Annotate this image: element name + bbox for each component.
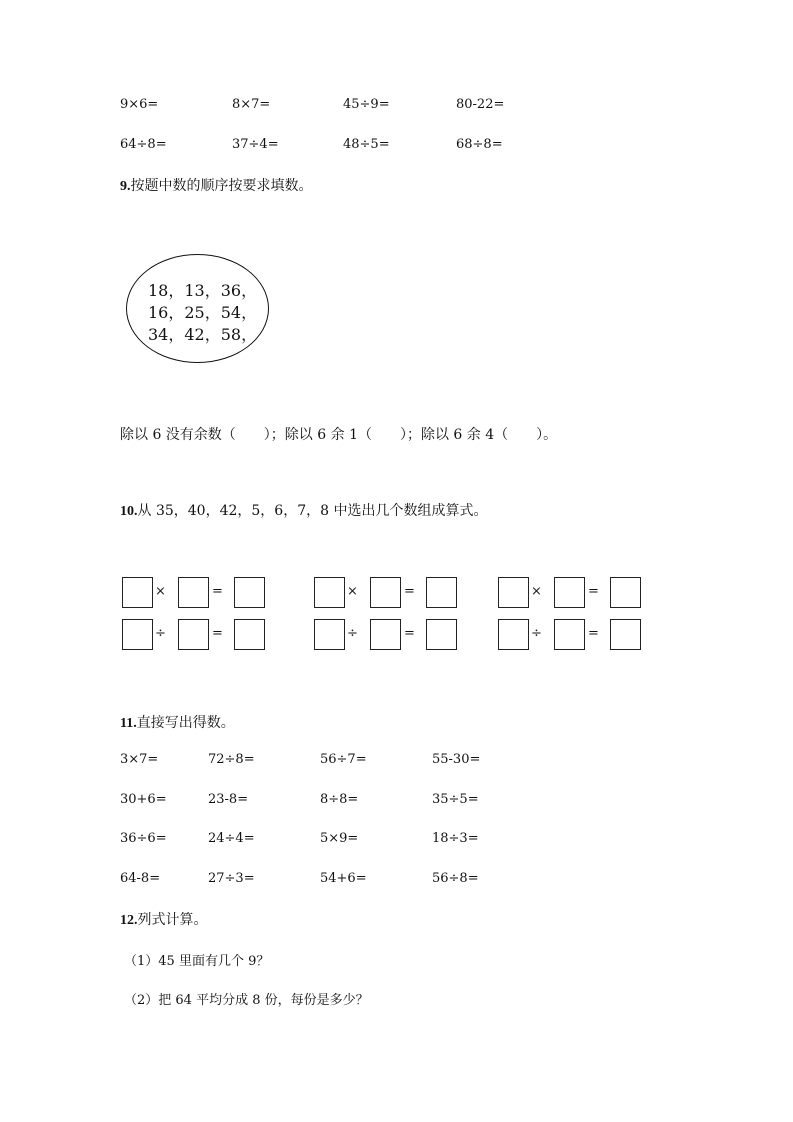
calc-item: 72÷8= xyxy=(208,752,255,767)
question-text: 从 35，40，42，5，6，7，8 中选出几个数组成算式。 xyxy=(137,503,488,519)
question-12-title xyxy=(120,909,208,929)
calc-item: 3×7= xyxy=(120,752,159,767)
question-number: 12. xyxy=(120,913,138,928)
calc-item: 56÷8= xyxy=(432,871,479,886)
answer-box[interactable] xyxy=(370,577,401,608)
answer-box[interactable] xyxy=(234,619,265,650)
answer-box[interactable] xyxy=(370,619,401,650)
calc-item: 64-8= xyxy=(120,871,161,886)
calc-item: 9×6= xyxy=(120,97,159,112)
answer-box[interactable] xyxy=(234,577,265,608)
answer-box[interactable] xyxy=(314,619,345,650)
calc-item: 45÷9= xyxy=(343,97,390,112)
answer-box[interactable] xyxy=(426,619,457,650)
sub-question: （2）把 64 平均分成 8 份，每份是多少？ xyxy=(124,993,369,1008)
calc-item: 37÷4= xyxy=(232,137,279,152)
answer-box[interactable] xyxy=(178,577,209,608)
question-number: 9. xyxy=(120,179,131,194)
question-10-title xyxy=(120,500,487,520)
answer-box[interactable] xyxy=(498,577,529,608)
question-text: 按题中数的顺序按要求填数。 xyxy=(130,178,313,194)
calc-item: 30+6= xyxy=(120,792,167,807)
question-text: 直接写出得数。 xyxy=(136,715,235,731)
sub-question: （1）45 里面有几个 9？ xyxy=(124,954,270,969)
equals-sign: = xyxy=(588,626,599,641)
calc-item: 5×9= xyxy=(320,831,359,846)
divide-sign: ÷ xyxy=(347,626,358,641)
equals-sign: = xyxy=(404,626,415,641)
answer-box[interactable] xyxy=(178,619,209,650)
ellipse-line: 34，42，58， xyxy=(148,325,258,344)
equals-sign: = xyxy=(212,584,223,599)
times-sign: × xyxy=(155,584,166,599)
equals-sign: = xyxy=(404,584,415,599)
answer-box[interactable] xyxy=(610,577,641,608)
ellipse-line: 18，13，36， xyxy=(148,281,258,300)
divide-sign: ÷ xyxy=(155,626,166,641)
times-sign: × xyxy=(531,584,542,599)
calc-item: 23-8= xyxy=(208,792,249,807)
question-text: 列式计算。 xyxy=(137,912,208,928)
equals-sign: = xyxy=(212,626,223,641)
calc-item: 64÷8= xyxy=(120,137,167,152)
calc-item: 48÷5= xyxy=(343,137,390,152)
question-number: 11. xyxy=(120,716,137,731)
ellipse-line: 16，25，54， xyxy=(148,303,258,322)
answer-box[interactable] xyxy=(426,577,457,608)
answer-box[interactable] xyxy=(122,619,153,650)
calc-item: 8÷8= xyxy=(320,792,359,807)
fill-in-line[interactable]: 除以 6 没有余数（ ）；除以 6 余 1（ ）；除以 6 余 4（ ）。 xyxy=(120,427,558,443)
equals-sign: = xyxy=(588,584,599,599)
divide-sign: ÷ xyxy=(531,626,542,641)
calc-item: 24÷4= xyxy=(208,831,255,846)
calc-item: 35÷5= xyxy=(432,792,479,807)
question-number: 10. xyxy=(120,504,138,519)
answer-box[interactable] xyxy=(554,577,585,608)
answer-box[interactable] xyxy=(314,577,345,608)
answer-box[interactable] xyxy=(498,619,529,650)
calc-item: 56÷7= xyxy=(320,752,367,767)
answer-box[interactable] xyxy=(554,619,585,650)
calc-item: 54+6= xyxy=(320,871,367,886)
calc-item: 36÷6= xyxy=(120,831,167,846)
calc-item: 55-30= xyxy=(432,752,481,767)
calc-item: 80-22= xyxy=(456,97,505,112)
question-9-title xyxy=(120,175,313,195)
answer-box[interactable] xyxy=(610,619,641,650)
calc-item: 68÷8= xyxy=(456,137,503,152)
calc-item: 18÷3= xyxy=(432,831,479,846)
question-11-title xyxy=(120,712,235,732)
calc-item: 27÷3= xyxy=(208,871,255,886)
times-sign: × xyxy=(347,584,358,599)
calc-item: 8×7= xyxy=(232,97,271,112)
answer-box[interactable] xyxy=(122,577,153,608)
